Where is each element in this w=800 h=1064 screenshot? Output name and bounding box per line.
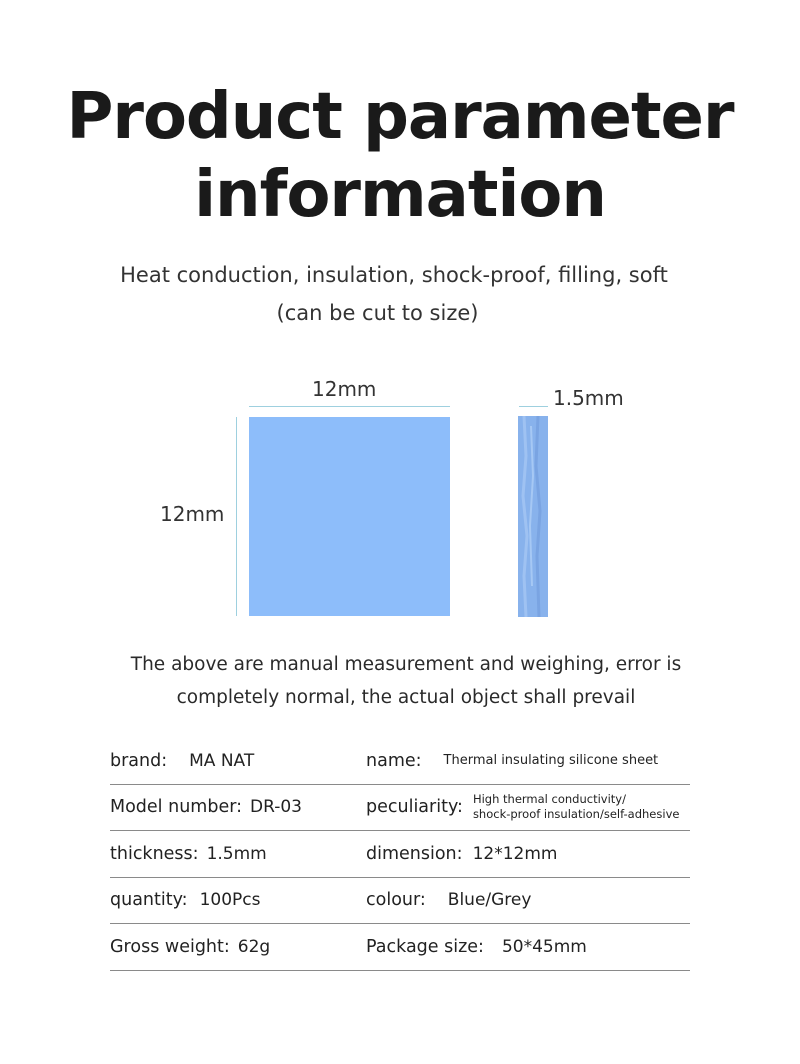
thickness-guide-line [519,406,548,407]
spec-label: Gross weight: [110,936,230,957]
spec-value [473,792,680,822]
spec-value: 100Pcs [199,890,261,910]
measurement-note [0,648,800,714]
thickness-label: 1.5mm [553,386,624,410]
spec-quantity [110,878,261,923]
spec-value: MA NAT [189,750,255,771]
spec-table [110,738,690,971]
width-label: 12mm [312,377,377,401]
spec-row-weight [110,924,690,971]
spec-value: 50*45mm [501,936,587,957]
spec-label: Package size: [366,936,484,957]
spec-value: DR-03 [250,797,302,817]
spec-package-size [366,924,587,969]
spec-name [366,738,658,783]
spec-row-brand [110,738,690,785]
sheet-front-square [249,417,450,616]
spec-value: 12*12mm [472,843,558,864]
spec-label: peculiarity: [366,797,463,817]
note-line-2: completely normal, the actual object shall prevail [176,687,636,708]
spec-value: 62g [237,936,271,957]
spec-label: colour: [366,890,426,910]
spec-row-quantity [110,878,690,925]
spec-value-line-2: shock-proof insulation/self-adhesive [472,807,680,821]
spec-row-model [110,785,690,832]
height-guide-line [236,417,237,616]
spec-label: Model number: [110,797,242,817]
spec-value: Blue/Grey [447,890,532,910]
spec-brand [110,738,254,783]
spec-row-thickness [110,831,690,878]
spec-model-number [110,785,302,830]
sheet-side-view [518,416,548,617]
spec-colour [366,878,531,923]
spec-gross-weight [110,924,270,969]
note-line-1: The above are manual measurement and weighing, error is [130,654,682,675]
spec-label: brand: [110,750,168,771]
title-line-1: Product parameter [66,80,734,154]
title-line-2: information [194,158,606,232]
subtitle-line-1: Heat conduction, insulation, shock-proof, filling, soft [120,263,668,287]
spec-label: thickness: [110,843,199,864]
spec-thickness [110,831,267,876]
feature-subtitle [0,256,800,332]
width-guide-line [249,406,450,407]
spec-peculiarity [366,785,679,830]
spec-label: dimension: [366,843,463,864]
height-label: 12mm [160,502,225,526]
spec-value: Thermal insulating silicone sheet [443,753,659,768]
spec-dimension [366,831,557,876]
spec-label: quantity: [110,890,188,910]
subtitle-line-2: (can be cut to size) [276,301,479,325]
spec-value: 1.5mm [206,843,267,864]
page-title [0,78,800,234]
spec-label: name: [366,750,422,771]
spec-value-line-1: High thermal conductivity/ [472,792,626,806]
